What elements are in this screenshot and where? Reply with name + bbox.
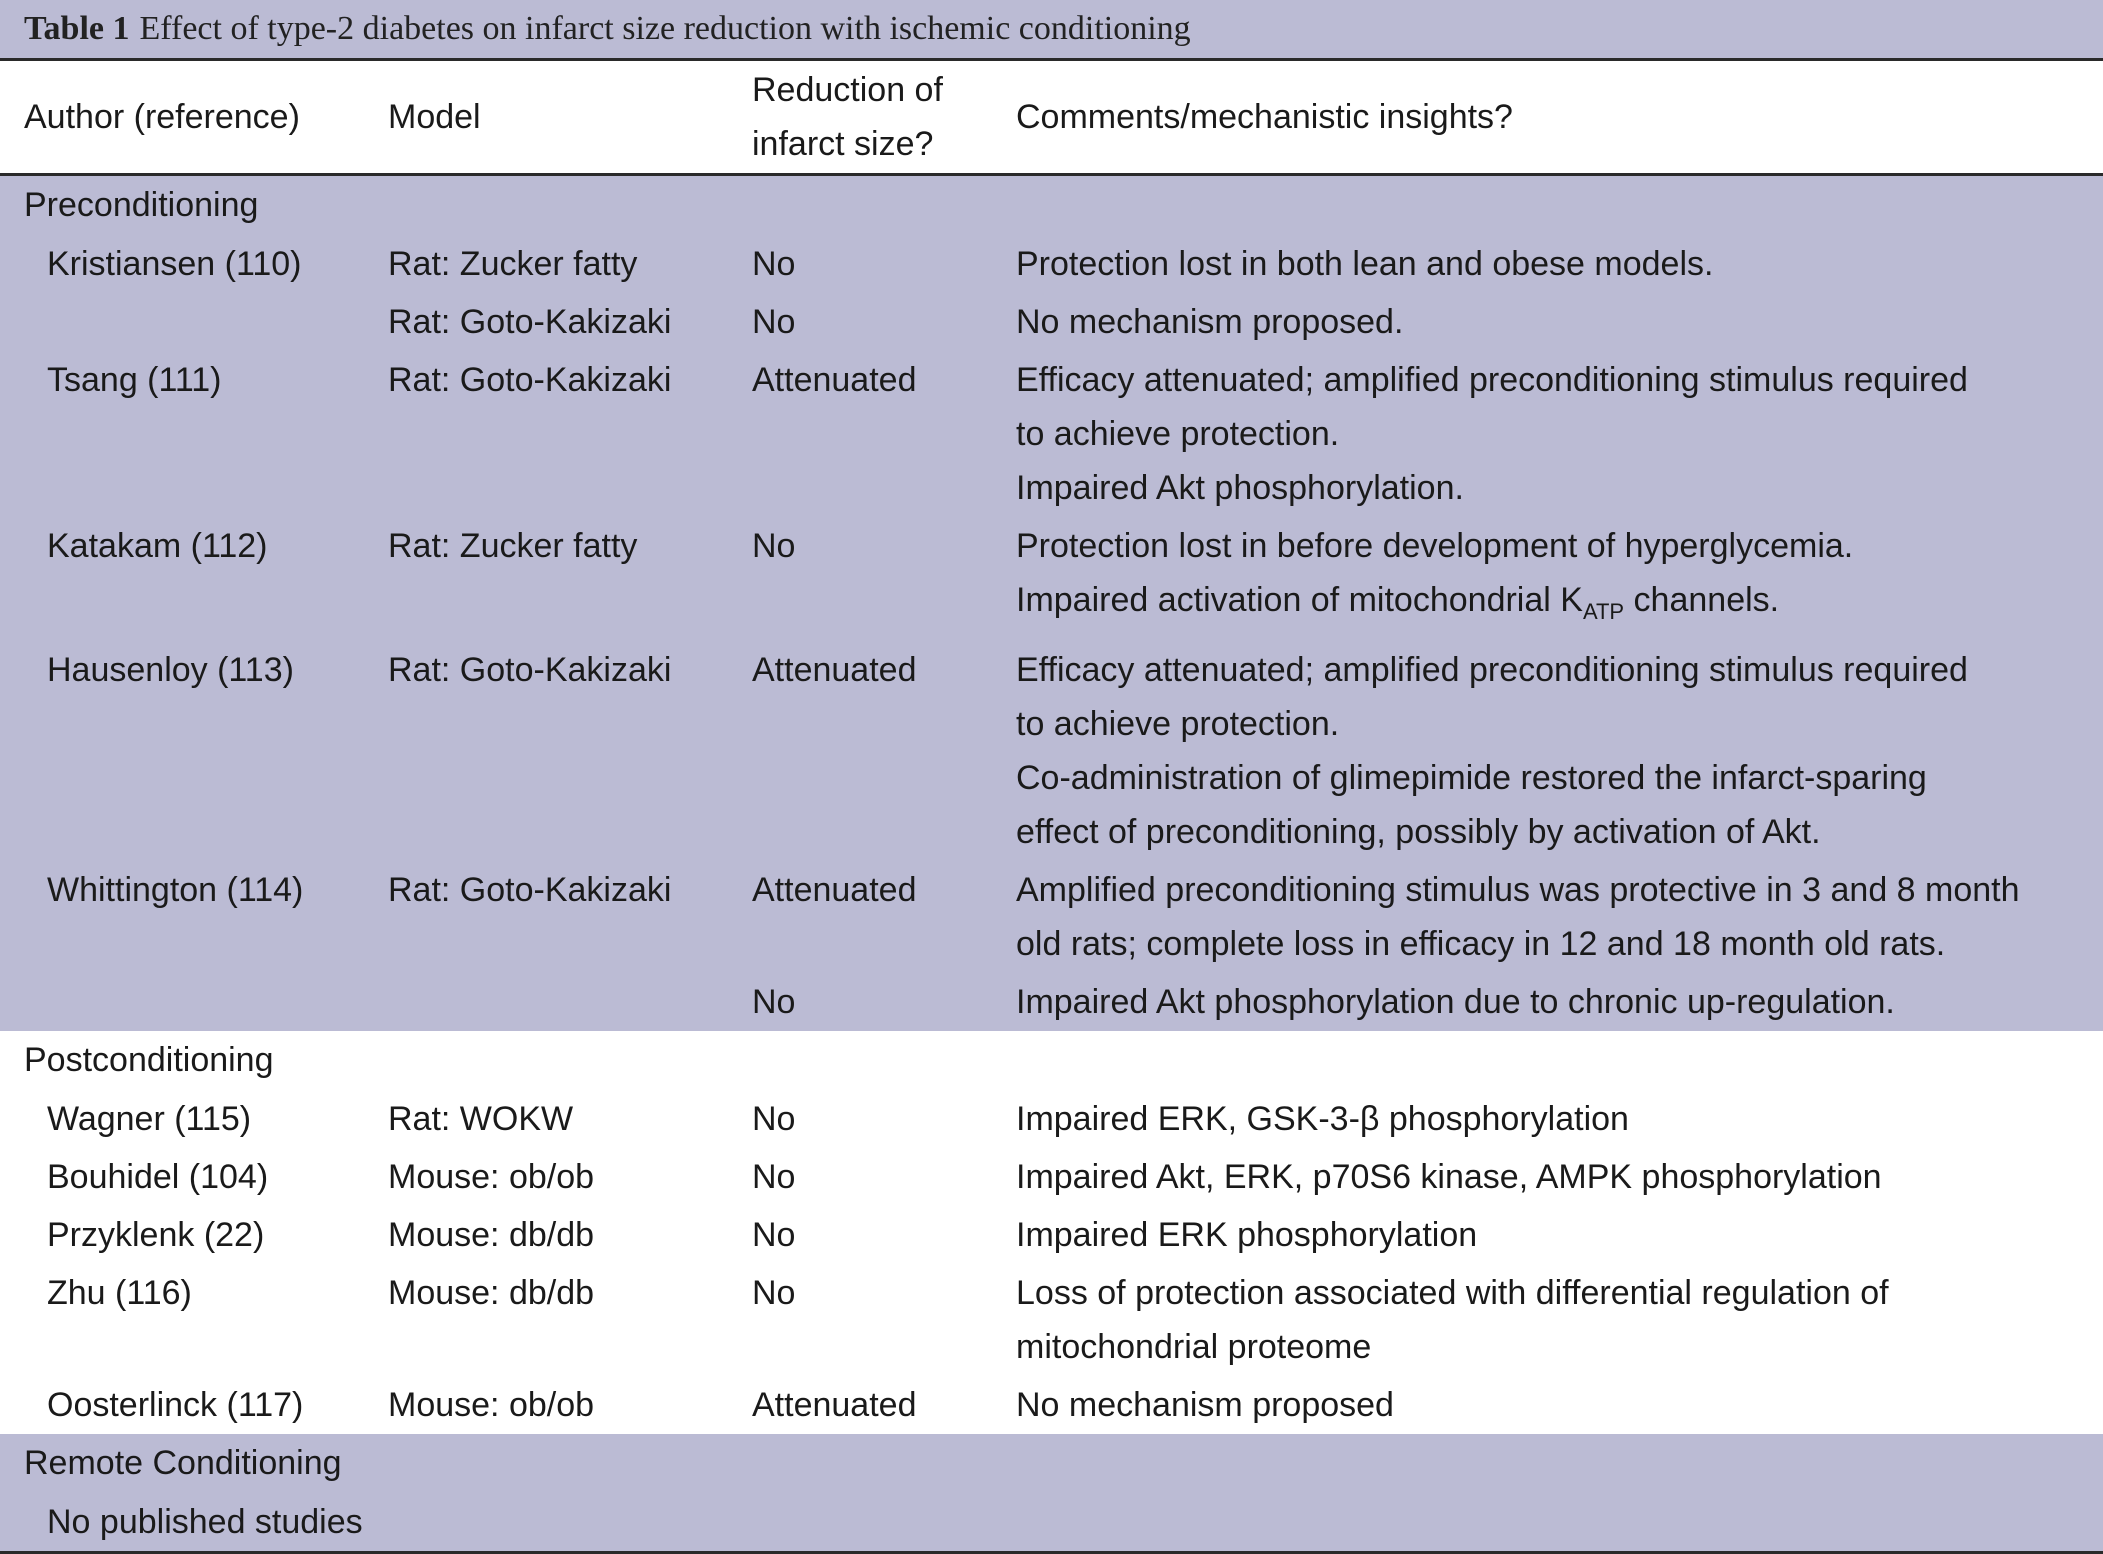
section-row	[0, 1031, 2103, 1090]
remote-conditioning-group	[0, 1434, 2103, 1553]
reduction-cell	[752, 1493, 1016, 1553]
author-cell: No published studies	[47, 1503, 363, 1541]
model-cell: Rat: Goto-Kakizaki	[388, 303, 672, 341]
comments-cell	[1016, 1493, 2103, 1553]
comment-line: Efficacy attenuated; amplified preconditioning stimulus required	[1016, 651, 1968, 689]
table-row	[0, 641, 2103, 861]
model-cell: Rat: Zucker fatty	[388, 245, 638, 283]
author-cell: Kristiansen (110)	[47, 245, 302, 283]
model-cell: Rat: WOKW	[388, 1100, 574, 1138]
postconditioning-group	[0, 1031, 2103, 1434]
model-cell: Rat: Goto-Kakizaki	[388, 361, 672, 399]
comment-line: old rats; complete loss in efficacy in 12 and 18 month old rats.	[1016, 925, 1946, 963]
section-label-preconditioning: Preconditioning	[24, 186, 259, 224]
table-row	[0, 1206, 2103, 1264]
reduction-cell: No	[752, 245, 796, 283]
reduction-cell: No	[752, 983, 796, 1021]
comment-line: Co-administration of glimepimide restored the infarct-sparing	[1016, 759, 1927, 797]
comments-cell	[1016, 351, 2103, 517]
comments-cell	[1016, 1376, 2103, 1434]
data-table	[0, 58, 2103, 1554]
comment-line: Efficacy attenuated; amplified preconditioning stimulus required	[1016, 361, 1968, 399]
comments-cell	[1016, 293, 2103, 351]
table-row	[0, 973, 2103, 1031]
table-row	[0, 235, 2103, 293]
section-label-remote: Remote Conditioning	[24, 1444, 342, 1482]
model-cell	[388, 973, 752, 1031]
header-model: Model	[388, 60, 752, 175]
table-caption	[0, 0, 2103, 58]
table-row	[0, 1376, 2103, 1434]
model-cell: Rat: Goto-Kakizaki	[388, 871, 672, 909]
comment-line: Impaired Akt, ERK, p70S6 kinase, AMPK phosphorylation	[1016, 1158, 1882, 1196]
comment-line: mitochondrial proteome	[1016, 1328, 1372, 1366]
reduction-cell: No	[752, 527, 796, 565]
katp-post: channels.	[1624, 581, 1780, 619]
author-cell: Katakam (112)	[47, 527, 268, 565]
author-cell: Oosterlinck (117)	[47, 1386, 304, 1424]
comments-cell	[1016, 1264, 2103, 1376]
author-cell: Przyklenk (22)	[47, 1216, 265, 1254]
comment-line: Protection lost in before development of hyperglycemia.	[1016, 527, 1854, 565]
reduction-cell: No	[752, 1274, 796, 1312]
author-cell: Zhu (116)	[47, 1274, 192, 1312]
reduction-cell: No	[752, 1158, 796, 1196]
comments-cell	[1016, 235, 2103, 293]
author-cell: Tsang (111)	[47, 361, 222, 399]
author-cell	[0, 293, 388, 351]
comment-line: effect of preconditioning, possibly by activation of Akt.	[1016, 813, 1821, 851]
table-row	[0, 1493, 2103, 1553]
model-cell: Mouse: ob/ob	[388, 1158, 595, 1196]
comments-cell	[1016, 861, 2103, 973]
comments-cell	[1016, 1206, 2103, 1264]
reduction-cell: Attenuated	[752, 1386, 917, 1424]
section-label-postconditioning: Postconditioning	[24, 1041, 274, 1079]
reduction-cell: Attenuated	[752, 871, 917, 909]
table-row	[0, 1264, 2103, 1376]
table-row	[0, 1148, 2103, 1206]
reduction-cell: No	[752, 1216, 796, 1254]
table-row	[0, 351, 2103, 517]
table-row	[0, 1090, 2103, 1148]
comment-line-katp	[1016, 573, 2103, 639]
comment-line: Impaired Akt phosphorylation.	[1016, 469, 1464, 507]
header-author: Author (reference)	[0, 60, 388, 175]
header-reduction-line2: infarct size?	[752, 125, 934, 163]
model-cell: Mouse: ob/ob	[388, 1386, 595, 1424]
author-cell: Wagner (115)	[47, 1100, 252, 1138]
section-row	[0, 175, 2103, 236]
caption-title: Effect of type-2 diabetes on infarct size reduction with ischemic conditioning	[139, 10, 1191, 47]
author-cell: Whittington (114)	[47, 871, 304, 909]
header-comments: Comments/mechanistic insights?	[1016, 60, 2103, 175]
katp-pre: Impaired activation of mitochondrial K	[1016, 581, 1583, 619]
reduction-cell: Attenuated	[752, 361, 917, 399]
table-row	[0, 293, 2103, 351]
model-cell: Mouse: db/db	[388, 1274, 595, 1312]
model-cell: Rat: Goto-Kakizaki	[388, 651, 672, 689]
comment-line: to achieve protection.	[1016, 705, 1340, 743]
comment-line: Loss of protection associated with differential regulation of	[1016, 1274, 1889, 1312]
reduction-cell: No	[752, 1100, 796, 1138]
model-cell: Mouse: db/db	[388, 1216, 595, 1254]
section-row	[0, 1434, 2103, 1493]
comment-line: Amplified preconditioning stimulus was protective in 3 and 8 month	[1016, 871, 2020, 909]
comment-line: to achieve protection.	[1016, 415, 1340, 453]
katp-subscript: ATP	[1582, 599, 1625, 624]
caption-label: Table 1	[24, 10, 130, 47]
model-cell: Rat: Zucker fatty	[388, 527, 638, 565]
header-reduction-line1: Reduction of	[752, 71, 943, 109]
comment-line: Impaired ERK phosphorylation	[1016, 1216, 1478, 1254]
header-reduction	[752, 60, 1016, 175]
comments-cell	[1016, 517, 2103, 641]
comment-line: No mechanism proposed.	[1016, 303, 1404, 341]
table-row	[0, 861, 2103, 973]
author-cell: Bouhidel (104)	[47, 1158, 269, 1196]
table-row	[0, 517, 2103, 641]
header-row	[0, 60, 2103, 175]
comment-line: Impaired ERK, GSK-3-β phosphorylation	[1016, 1100, 1629, 1138]
comments-cell	[1016, 1148, 2103, 1206]
reduction-cell: Attenuated	[752, 651, 917, 689]
comments-cell	[1016, 973, 2103, 1031]
author-cell: Hausenloy (113)	[47, 651, 294, 689]
comments-cell	[1016, 641, 2103, 861]
comment-line: Impaired Akt phosphorylation due to chronic up-regulation.	[1016, 983, 1895, 1021]
comments-cell	[1016, 1090, 2103, 1148]
comment-line: No mechanism proposed	[1016, 1386, 1394, 1424]
author-cell	[0, 973, 388, 1031]
reduction-cell: No	[752, 303, 796, 341]
preconditioning-group	[0, 175, 2103, 1032]
comment-line: Protection lost in both lean and obese models.	[1016, 245, 1714, 283]
model-cell	[388, 1493, 752, 1553]
